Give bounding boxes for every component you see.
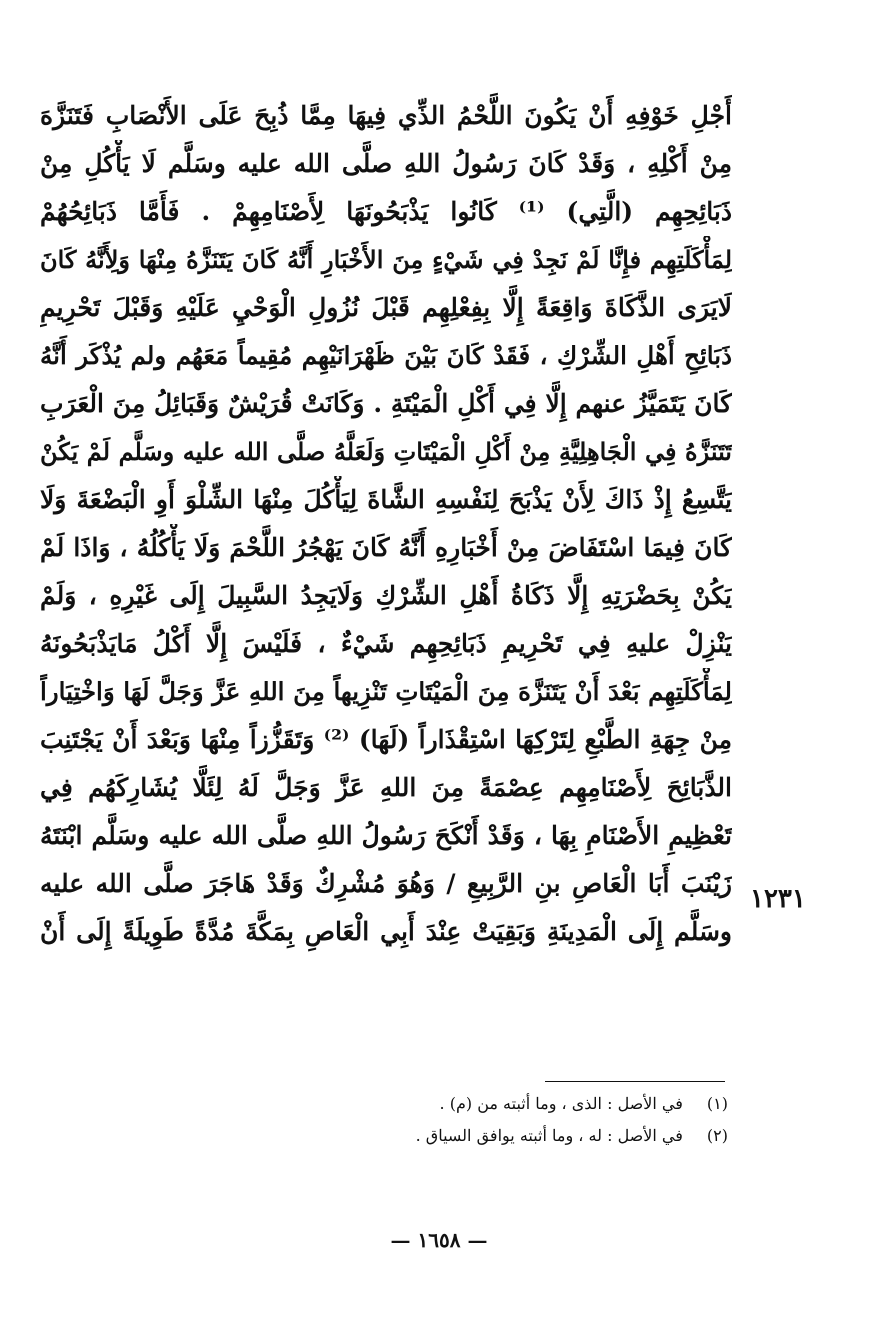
text-line: يَكُنْ بِحَضْرَتِهِ إِلَّا ذَكَاةُ أَهْلِ الشِّرْكِ وَلَايَجِدُ السَّبِيلَ إِلَى غَيْرِهِ ، وَلَمْ (40, 581, 732, 610)
text-line: كَانَ يَتَمَيَّزُ عنهم إِلَّا فِي أَكْلِ الْمَيْتَةِ . وَكَانَتْ قُرَيْشٌ وَقَبَائِلُ مِنَ الْعَرَبِ (40, 389, 732, 418)
text-line: يَتَّسِعُ إِذْ ذَاكَ لِأَنْ يَذْبَحَ لِنَفْسِهِ الشَّاةَ لِيَأْكُلَ مِنْهَا الشِّلْوَ أَوِ الْبَضْعَةَ وَلَا (40, 485, 732, 514)
footnote-item (248, 1088, 728, 1120)
text-line: وسَلَّم إِلَى الْمَدِينَةِ وَبَقِيَتْ عِنْدَ أَبِي الْعَاصِ بِمَكَّةَ مُدَّةً طَوِيلَةً إِلَى أَنْ (40, 917, 732, 946)
text-line: لِمَأْكَلَتِهِم بَعْدَ أَنْ يَتَنَزَّهَ مِنَ الْمَيْتَاتِ تَنْزِيهاً مِنَ اللهِ عَزَّ وَجَلَّ لَهَا وَاخْتِيَاراً (40, 677, 732, 706)
footnote-text: في الأصل : الذى ، وما أثبته من (م) . (439, 1094, 683, 1113)
margin-folio-reference: ١٢٣١ (750, 884, 806, 914)
text-line: ذَبَائِحِ أَهْلِ الشِّرْكِ ، فَقَدْ كَانَ بَيْنَ ظَهْرَانَيْهِم مُقِيماً مَعَهُم ولم يُذْكَر أَنَّهُ (40, 341, 732, 370)
text-line: كَانَ فِيمَا اسْتَفَاضَ مِنْ أَخْبَارِهِ أَنَّهُ كَانَ يَهْجُرُ اللَّحْمَ وَلَا يَأْكُلُهُ ، وَاذَا لَمْ (40, 533, 732, 562)
footnote-item (248, 1120, 728, 1152)
footnotes-block (248, 1088, 728, 1152)
text-line: الذَّبَائِحَ لِأَصْنَامِهِم عِصْمَةً مِنَ اللهِ عَزَّ وَجَلَّ لَهُ لِئَلَّا يُشَارِكَهُم فِي (40, 773, 732, 802)
footnote-text: في الأصل : له ، وما أثبته يوافق السياق . (415, 1126, 683, 1145)
footnote-number: (٢) (706, 1126, 728, 1145)
text-line: تَتَنَزَّهُ فِي الْجَاهِلِيَّةِ مِنْ أَكْلِ الْمَيْتَاتِ وَلَعَلَّهُ صلَّى الله عليه وسَلَّم لَمْ يَكُنْ (40, 437, 732, 466)
footnote-divider (545, 1081, 725, 1082)
text-line: لِمَأْكَلَتِهِم فإِنَّا لَمْ نَجِدْ فِي شَيْءٍ مِنَ الأَخْبَارِ أَنَّهُ كَانَ يَتَنَزَّهُ مِنْهَا وَلِأَنَّهُ كَانَ (40, 245, 732, 274)
text-line: تَعْظِيمِ الأَصْنَامِ بِهَا ، وَقَدْ أَنْكَحَ رَسُولُ اللهِ صلَّى الله عليه وسَلَّم ابْنَتَهُ (40, 821, 732, 850)
text-line: ذَبَائِحِهِم (الَّتِي) ⁽¹⁾ كَانُوا يَذْبَحُونَهَا لِأَصْنَامِهِمْ . فَأَمَّا ذَبَائِحُهُمْ (40, 197, 732, 226)
text-line: زَيْنَبَ أَبَا الْعَاصِ بنِ الرَّبِيعِ / وَهُوَ مُشْرِكٌ وَقَدْ هَاجَرَ صلَّى الله عليه (40, 869, 732, 898)
page-number: — ١٦٥٨ — (390, 1228, 488, 1252)
text-line: مِنْ جِهَةِ الطَّبْعِ لِتَرْكِهَا اسْتِقْذَاراً (لَهَا) ⁽²⁾ وَتَقَزُّزاً مِنْهَا وَبَعْدَ أَنْ يَجْتَنِبَ (40, 725, 732, 754)
text-line: أَجْلِ خَوْفِهِ أَنْ يَكُونَ اللَّحْمُ الذِّي فِيهَا مِمَّا ذُبِحَ عَلَى الأَنْصَابِ فَتَنَزَّهَ (40, 101, 732, 130)
text-line: مِنْ أَكْلِهِ ، وَقَدْ كَانَ رَسُولُ اللهِ صلَّى الله عليه وسَلَّم لَا يَأْكُلِ مِنْ (40, 149, 732, 178)
text-line: يَنْزِلْ عليهِ فِي تَحْرِيمِ ذَبَائِحِهِم شَيْءٌ ، فَلَيْسَ إِلَّا أَكْلُ مَايَذْبَحُونَهُ (40, 629, 732, 658)
main-text-block (40, 92, 732, 956)
footnote-number: (١) (706, 1094, 728, 1113)
text-line: لَايَرَى الذَّكَاةَ وَاقِعَةً إِلَّا بِفِعْلِهِم قَبْلَ نُزُولِ الْوَحْيِ عَلَيْهِ وَقَبْلَ تَحْرِيمِ (40, 293, 732, 322)
